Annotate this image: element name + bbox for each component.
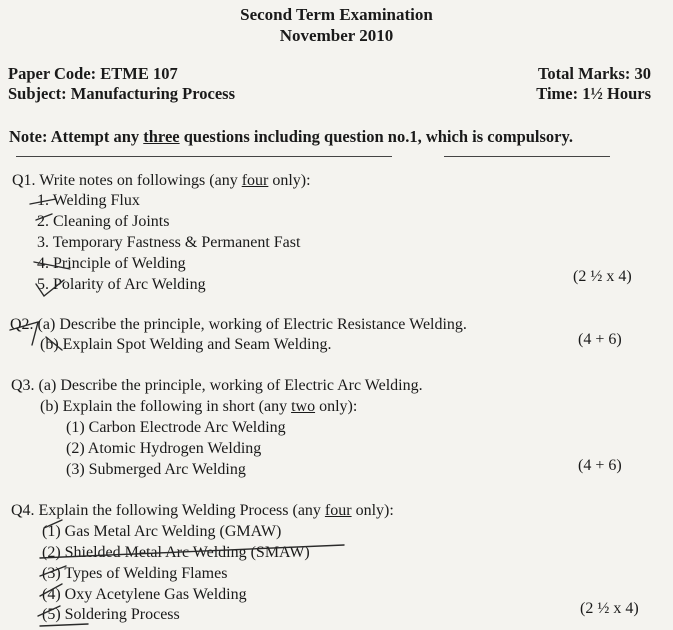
question-4-marks: (2 ½ x 4) [580,600,639,617]
note-text-before: Note: Attempt any [9,127,144,146]
question-4-item: (1) Gas Metal Arc Welding (GMAW) [42,523,282,540]
question-3-item: (2) Atomic Hydrogen Welding [66,440,262,457]
question-1-item: 5. Polarity of Arc Welding [37,276,206,293]
instruction-note [9,127,573,147]
question-1-marks: (2 ½ x 4) [573,268,632,285]
exam-header [0,4,673,46]
note-underline-left [16,156,392,157]
question-1-item: 1. Welding Flux [37,192,140,209]
question-3-part-a: Q3. (a) Describe the principle, working of Electric Arc Welding. [11,377,423,394]
question-1-item: 3. Temporary Fastness & Permanent Fast [37,234,301,251]
subject: Subject: Manufacturing Process [8,84,236,103]
exam-title: Second Term Examination [240,5,433,24]
question-1-heading: Q1. Write notes on followings (any four only): [12,172,311,189]
question-3-marks: (4 + 6) [578,457,622,474]
time-allowed: Time: 1½ Hours [536,84,651,103]
question-2-part-b: (b) Explain Spot Welding and Seam Welding. [40,336,332,353]
total-marks: Total Marks: 30 [537,64,651,83]
question-4-item: (2) Shielded Metal Arc Welding (SMAW) [42,544,310,561]
note-underline-right [444,156,610,157]
question-3-part-b: (b) Explain the following in short (any two only): [40,398,358,415]
question-4-item: (4) Oxy Acetylene Gas Welding [42,586,247,603]
question-4-heading: Q4. Explain the following Welding Process (any four only): [11,502,394,519]
question-4-item: (5) Soldering Process [42,606,180,623]
question-2-marks: (4 + 6) [578,331,622,348]
note-text-after: questions including question no.1, which is compulsory. [179,127,573,146]
question-1-item: 4. Principle of Welding [37,255,186,272]
question-3-item: (1) Carbon Electrode Arc Welding [66,419,286,436]
paper-meta-left [8,64,235,104]
note-emphasis: three [143,127,180,146]
question-1-item: 2. Cleaning of Joints [37,213,170,230]
exam-date: November 2010 [279,26,394,45]
paper-code: Paper Code: ETME 107 [8,64,178,83]
question-2-part-a: Q2. (a) Describe the principle, working of Electric Resistance Welding. [10,316,467,333]
paper-meta-right [536,64,651,104]
question-3-item: (3) Submerged Arc Welding [66,461,246,478]
question-4-item: (3) Types of Welding Flames [42,565,228,582]
